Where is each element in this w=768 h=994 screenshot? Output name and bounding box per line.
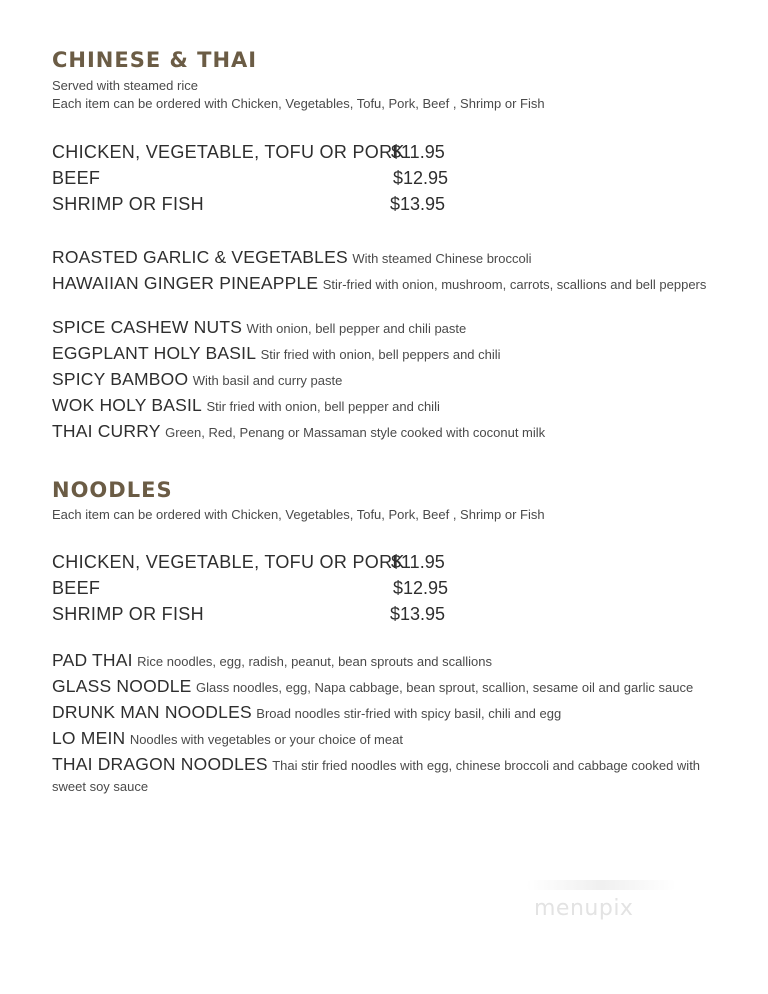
menu-item-name: HAWAIIAN GINGER PINEAPPLE <box>52 273 319 293</box>
section-title-noodles: NOODLES <box>52 478 173 502</box>
menu-item-name: SPICY BAMBOO <box>52 369 189 389</box>
menu-item-description: Green, Red, Penang or Massaman style cooked with coconut milk <box>165 425 546 440</box>
menu-item-description: Thai stir fried noodles with egg, chinese broccoli and cabbage cooked with sweet soy sauce <box>52 758 701 794</box>
price-row <box>52 552 472 576</box>
menu-item <box>52 650 724 672</box>
price-row <box>52 168 472 192</box>
menu-item-name: EGGPLANT HOLY BASIL <box>52 343 257 363</box>
menu-item-description: With steamed Chinese broccoli <box>352 251 532 266</box>
price-row <box>52 604 472 628</box>
section-note-proteins: Each item can be ordered with Chicken, Vegetables, Tofu, Pork, Beef , Shrimp or Fish <box>52 96 545 111</box>
price-row <box>52 194 472 218</box>
price-row-price: $13.95 <box>390 604 446 624</box>
price-row <box>52 578 472 602</box>
menu-item-name: DRUNK MAN NOODLES <box>52 702 252 722</box>
price-row-price: $12.95 <box>393 578 449 598</box>
price-row-label: BEEF <box>52 168 101 188</box>
menu-item-name: SPICE CASHEW NUTS <box>52 317 243 337</box>
price-row <box>52 142 472 166</box>
price-row-label: BEEF <box>52 578 101 598</box>
menu-item-name: GLASS NOODLE <box>52 676 192 696</box>
price-row-price: $13.95 <box>390 194 446 214</box>
price-row-label: SHRIMP OR FISH <box>52 604 204 624</box>
menu-item <box>52 395 724 417</box>
menu-item-name: ROASTED GARLIC & VEGETABLES <box>52 247 348 267</box>
menu-item <box>52 317 724 339</box>
menu-item-name: WOK HOLY BASIL <box>52 395 202 415</box>
menu-item-description: Stir fried with onion, bell peppers and chili <box>260 347 501 362</box>
section-note-rice: Served with steamed rice <box>52 78 198 93</box>
menu-item-description: Glass noodles, egg, Napa cabbage, bean sprout, scallion, sesame oil and garlic sauce <box>195 680 694 695</box>
menu-item-description: Stir-fried with onion, mushroom, carrots, scallions and bell peppers <box>322 277 707 292</box>
menu-item-name: THAI CURRY <box>52 421 161 441</box>
menu-item <box>52 754 724 797</box>
menu-item-description: Broad noodles stir-fried with spicy basil, chili and egg <box>256 706 562 721</box>
menu-item-description: With onion, bell pepper and chili paste <box>246 321 467 336</box>
price-row-price: $11.95 <box>391 142 445 162</box>
menu-item <box>52 273 724 295</box>
menu-item-name: THAI DRAGON NOODLES <box>52 754 268 774</box>
price-row-label: CHICKEN, VEGETABLE, TOFU OR PORK <box>52 552 405 572</box>
menu-item <box>52 702 724 724</box>
menu-item <box>52 343 724 365</box>
menu-item <box>52 247 724 269</box>
menu-item <box>52 369 724 391</box>
section-note-proteins: Each item can be ordered with Chicken, Vegetables, Tofu, Pork, Beef , Shrimp or Fish <box>52 507 545 522</box>
price-row-price: $11.95 <box>391 552 445 572</box>
price-row-label: CHICKEN, VEGETABLE, TOFU OR PORK <box>52 142 405 162</box>
menu-item-description: Noodles with vegetables or your choice of meat <box>129 732 403 747</box>
watermark-logo: menupix <box>534 896 634 921</box>
menu-item-name: PAD THAI <box>52 650 133 670</box>
menu-item-description: Stir fried with onion, bell pepper and chili <box>206 399 440 414</box>
menu-item-name: LO MEIN <box>52 728 126 748</box>
menu-item <box>52 676 724 698</box>
menu-item-description: With basil and curry paste <box>192 373 343 388</box>
watermark-decoration <box>526 880 676 890</box>
price-row-price: $12.95 <box>393 168 449 188</box>
menu-item <box>52 728 724 750</box>
section-title-chinese-thai: CHINESE & THAI <box>52 48 258 72</box>
price-row-label: SHRIMP OR FISH <box>52 194 204 214</box>
menu-item-description: Rice noodles, egg, radish, peanut, bean sprouts and scallions <box>137 654 492 669</box>
menu-item <box>52 421 724 443</box>
